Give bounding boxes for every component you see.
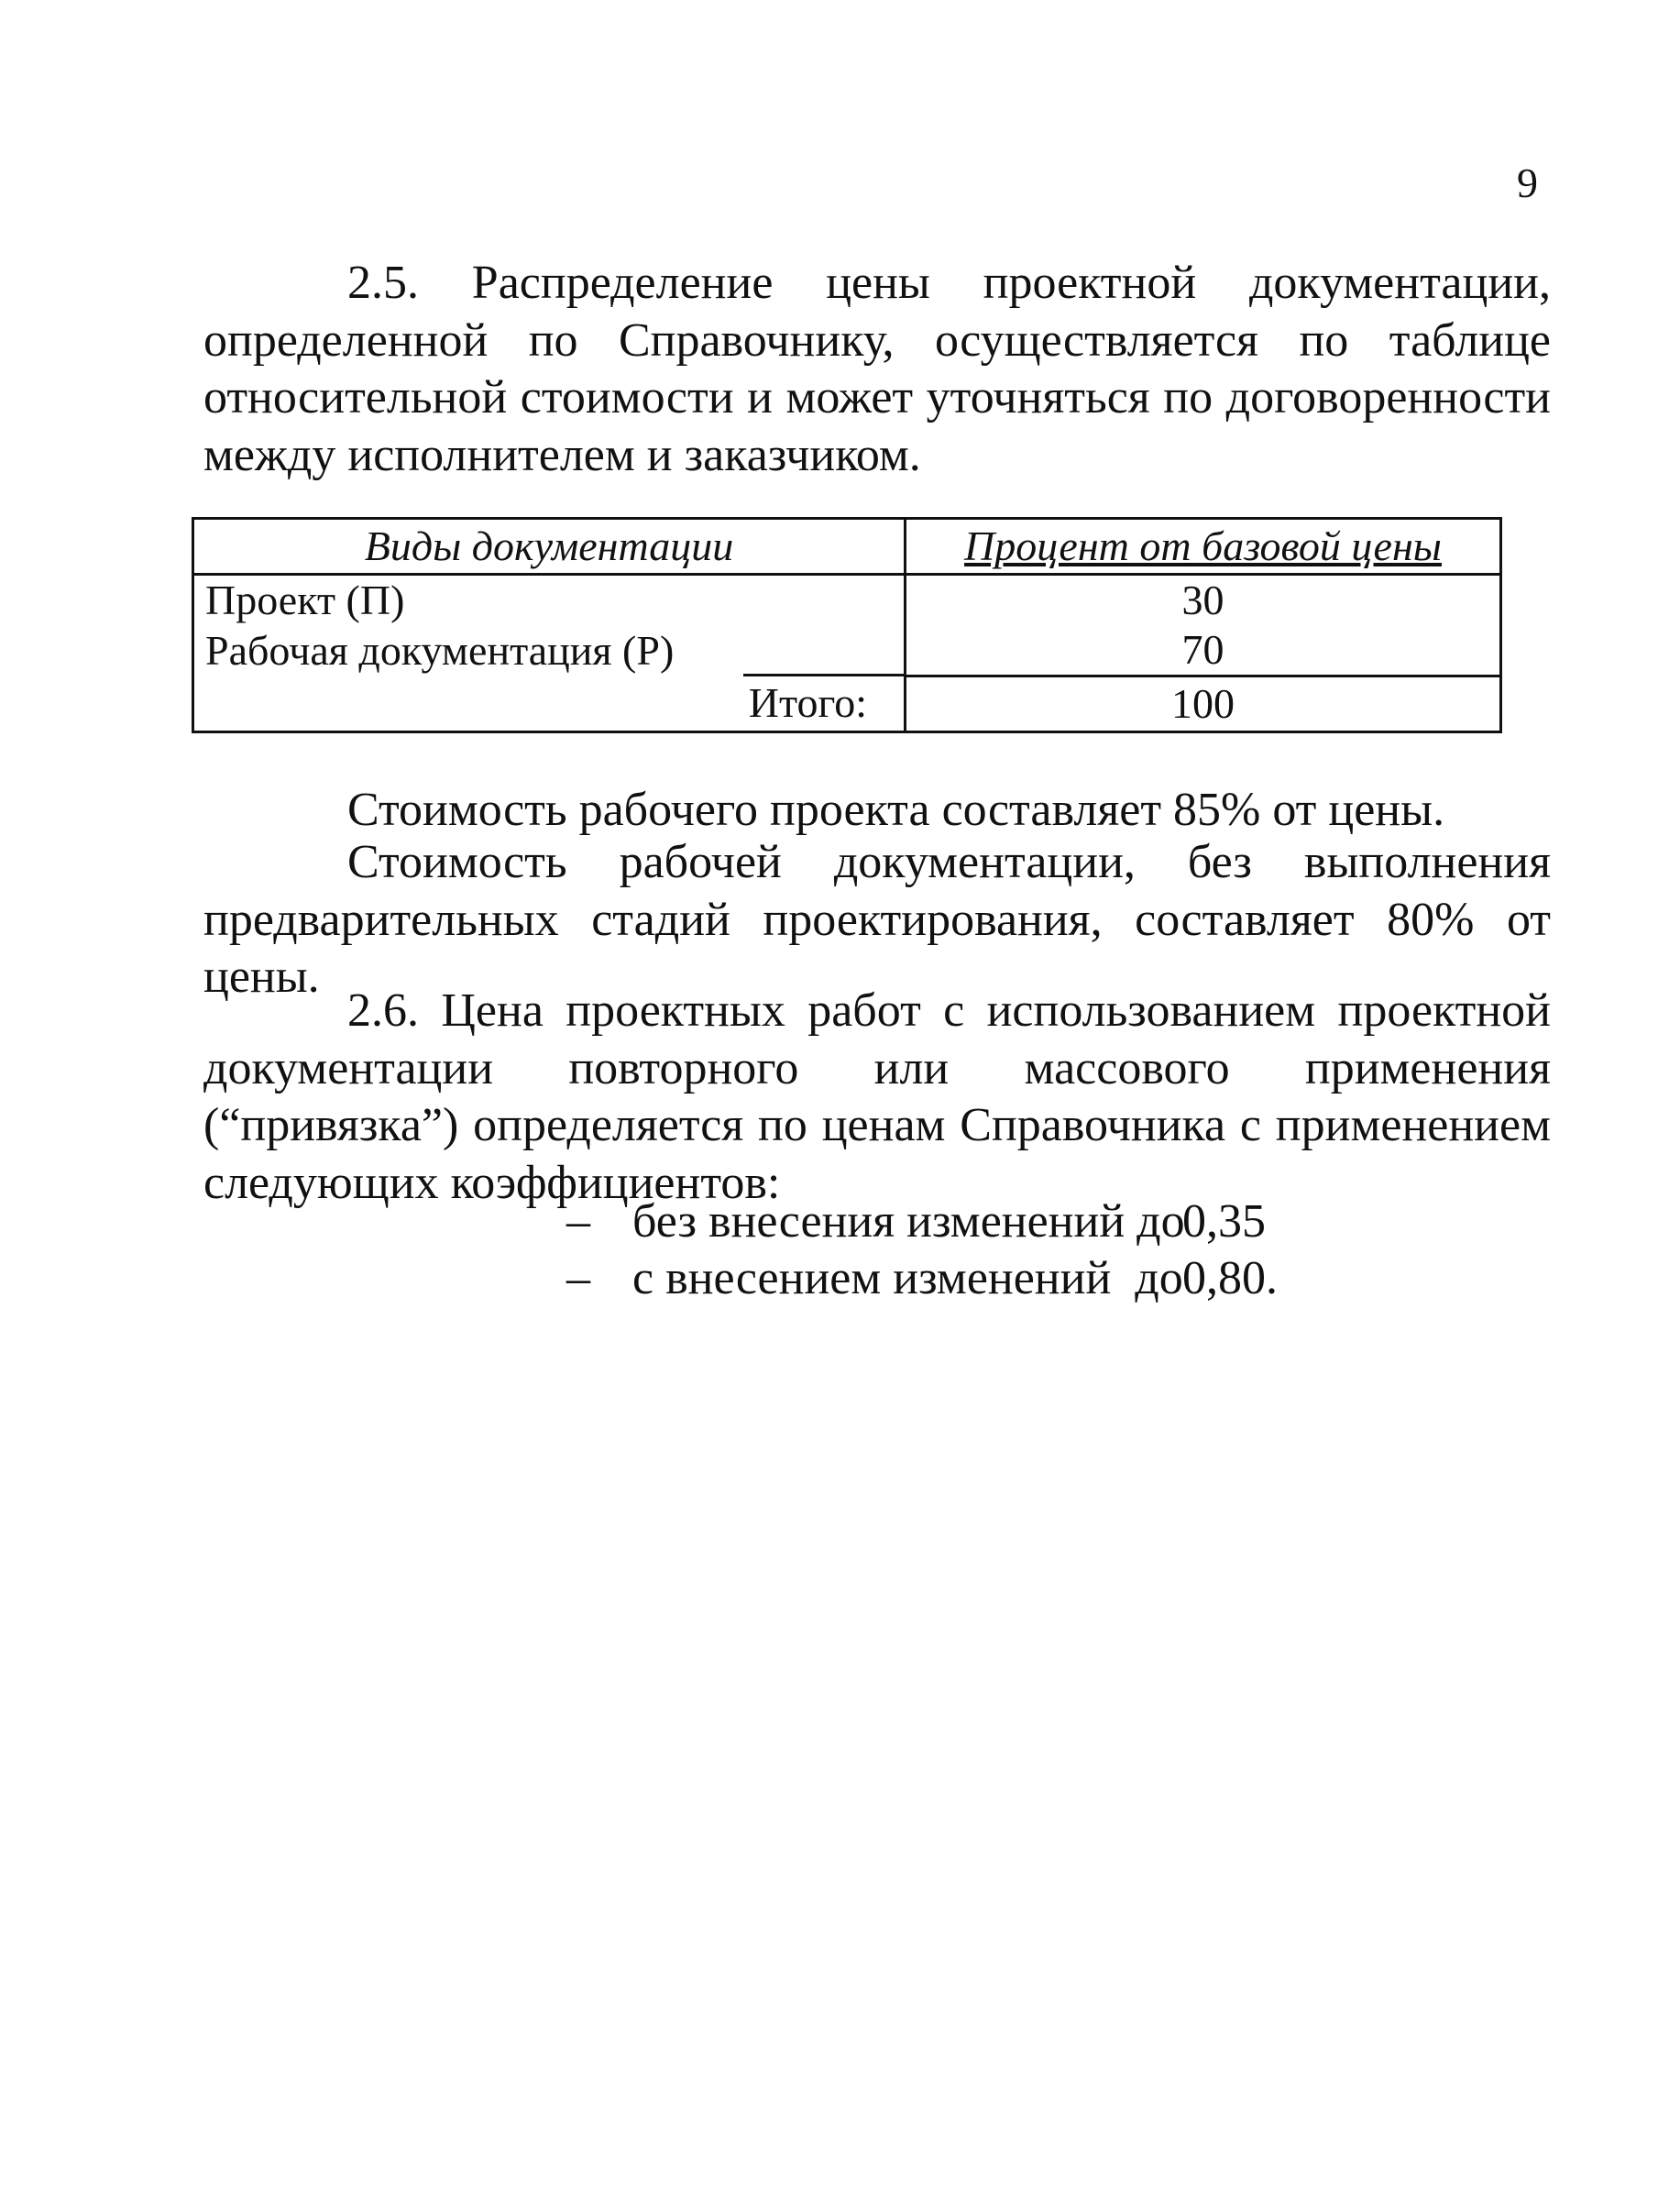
total-label (193, 676, 906, 732)
section-2-5-text: 2.5. Распределение цены проектной документации, определенной по Справочнику, осуществляется по таблице относительной стоимости и может уточняться по договоренности между исполнителем и заказчиком. (203, 257, 1551, 481)
total-value: 100 (906, 676, 1501, 732)
coefficients-list (566, 1193, 1278, 1307)
section-2-6-paragraph (203, 983, 1551, 1212)
row-percent-cell: 70 (906, 625, 1501, 676)
cost-working-docs-paragraph (203, 834, 1551, 1006)
cost-working-docs-text: Стоимость рабочей документации, без выполнения предварительных стадий проектирования, составляет 80% от цены. (203, 836, 1551, 1003)
list-dash: – (566, 1252, 590, 1304)
total-label-text: Итого: (748, 679, 867, 727)
section-2-6-text: 2.6. Цена проектных работ с использованием проектной документации повторного или массового применения (“привязка”) определяется по ценам Справочника с применением следующих коэффициентов: (203, 984, 1551, 1209)
coefficient-value: 0,35 (1182, 1195, 1266, 1248)
coefficient-label: с внесением изменений до (632, 1252, 1183, 1304)
section-2-5-paragraph (203, 255, 1551, 484)
header-documentation-kinds: Виды документации (193, 519, 906, 575)
list-dash: – (566, 1195, 590, 1248)
row-kind-cell: Рабочая документация (Р) (193, 625, 906, 676)
table-row (193, 625, 1501, 676)
table-header-row (193, 519, 1501, 575)
page-number: 9 (1517, 159, 1538, 206)
list-item (566, 1193, 1278, 1250)
coefficient-label: без внесения изменений до (632, 1195, 1185, 1248)
list-item (566, 1250, 1278, 1307)
row-percent-cell: 30 (906, 575, 1501, 626)
table-row (193, 575, 1501, 626)
cost-working-project-paragraph (203, 782, 1551, 840)
cost-distribution-table (192, 517, 1502, 733)
header-percent-of-base-price: Процент от базовой цены (906, 519, 1501, 575)
coefficient-value: 0,80. (1182, 1252, 1278, 1304)
cost-working-project-text: Стоимость рабочего проекта составляет 85% от цены. (347, 784, 1445, 836)
row-kind-cell: Проект (П) (193, 575, 906, 626)
table-total-row (193, 676, 1501, 732)
